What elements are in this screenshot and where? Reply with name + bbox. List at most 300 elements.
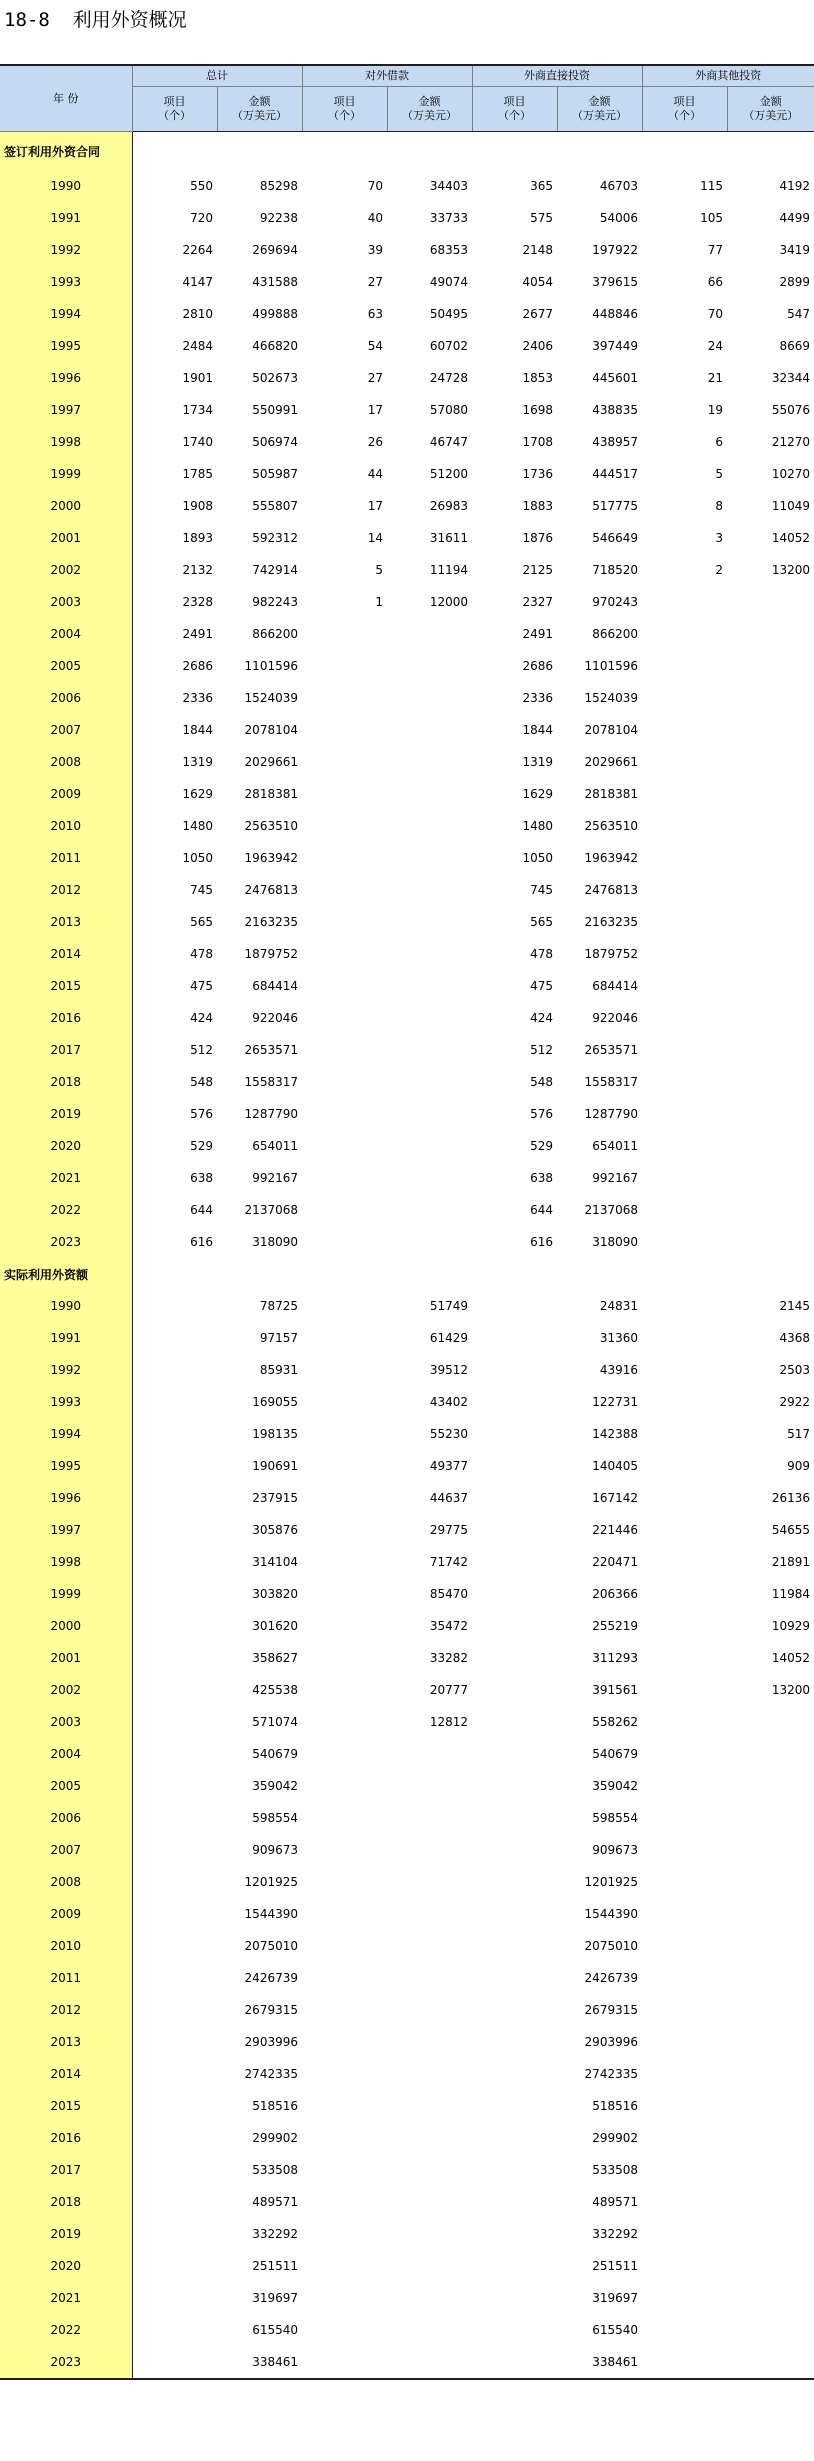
other-amount-cell: 4192 [779, 179, 810, 193]
loans-count-cell [302, 1322, 387, 1354]
loans-count-cell [302, 1930, 387, 1962]
other-count-cell [642, 2058, 727, 2090]
subheader-count: 项目 （个） [642, 87, 727, 132]
table-row [0, 1738, 814, 1770]
loans-count-cell [302, 1290, 387, 1322]
fdi-amount-cell: 206366 [592, 1587, 638, 1601]
table-row [0, 2218, 814, 2250]
year-cell: 2009 [0, 1898, 132, 1930]
loans-amount-cell: 51749 [429, 1299, 468, 1313]
total-amount-cell: 909673 [252, 1843, 298, 1857]
year-cell: 2019 [0, 2218, 132, 2250]
loans-amount-cell: 20777 [429, 1683, 468, 1697]
year-cell: 1993 [0, 266, 132, 298]
loans-amount-cell [387, 1834, 472, 1866]
table-row [0, 458, 814, 490]
other-amount-cell: 14052 [771, 1651, 810, 1665]
loans-count-cell [302, 2058, 387, 2090]
total-amount-cell: 359042 [252, 1779, 298, 1793]
other-count-cell: 70 [707, 307, 723, 321]
table-row [0, 1834, 814, 1866]
loans-count-cell: 27 [367, 371, 383, 385]
loans-amount-cell [387, 1994, 472, 2026]
fdi-amount-cell: 2137068 [584, 1203, 638, 1217]
other-count-cell: 77 [707, 243, 723, 257]
loans-count-cell [302, 1034, 387, 1066]
table-row [0, 426, 814, 458]
other-amount-cell [727, 1930, 814, 1962]
year-cell: 2013 [0, 2026, 132, 2058]
loans-amount-cell [387, 1226, 472, 1258]
loans-amount-cell [387, 1962, 472, 1994]
other-count-cell: 105 [700, 211, 723, 225]
other-amount-cell [727, 618, 814, 650]
loans-amount-cell: 31611 [429, 531, 468, 545]
table-row [0, 746, 814, 778]
fdi-amount-cell: 546649 [592, 531, 638, 545]
other-amount-cell: 13200 [771, 563, 810, 577]
total-count-cell [132, 2218, 217, 2250]
loans-amount-cell: 24728 [429, 371, 468, 385]
loans-count-cell [302, 1450, 387, 1482]
fdi-amount-cell: 438957 [592, 435, 638, 449]
total-amount-cell: 2903996 [244, 2035, 298, 2049]
total-count-cell [132, 1834, 217, 1866]
table-row [0, 394, 814, 426]
loans-count-cell [302, 1162, 387, 1194]
loans-amount-cell: 33282 [429, 1651, 468, 1665]
loans-count-cell: 44 [367, 467, 383, 481]
other-amount-cell [727, 1226, 814, 1258]
fdi-amount-cell: 598554 [592, 1811, 638, 1825]
loans-amount-cell: 29775 [429, 1523, 468, 1537]
loans-count-cell [302, 1834, 387, 1866]
loans-count-cell: 1 [375, 595, 383, 609]
loans-amount-cell: 12000 [429, 595, 468, 609]
fdi-count-cell [472, 1834, 557, 1866]
total-count-cell [132, 1674, 217, 1706]
year-cell: 2003 [0, 1706, 132, 1738]
fdi-amount-cell: 1101596 [584, 659, 638, 673]
loans-amount-cell [387, 1002, 472, 1034]
loans-amount-cell [387, 2282, 472, 2314]
fdi-count-cell [472, 2090, 557, 2122]
total-count-cell: 529 [190, 1139, 213, 1153]
loans-count-cell [302, 1130, 387, 1162]
total-amount-cell: 78725 [259, 1299, 298, 1313]
fdi-amount-cell: 43916 [599, 1363, 638, 1377]
other-count-cell [642, 1770, 727, 1802]
loans-amount-cell: 55230 [429, 1427, 468, 1441]
other-amount-cell [727, 1162, 814, 1194]
fdi-count-cell: 2677 [522, 307, 553, 321]
loans-amount-cell: 51200 [429, 467, 468, 481]
year-cell: 2022 [0, 2314, 132, 2346]
fdi-count-cell [472, 1578, 557, 1610]
table-row [0, 170, 814, 202]
other-amount-cell [727, 2282, 814, 2314]
loans-amount-cell [387, 1162, 472, 1194]
other-amount-cell [727, 2250, 814, 2282]
total-count-cell: 1785 [182, 467, 213, 481]
empty-cell [217, 1258, 302, 1290]
fdi-amount-cell: 2426739 [584, 1971, 638, 1985]
table-row [0, 1802, 814, 1834]
loans-amount-cell: 57080 [429, 403, 468, 417]
total-amount-cell: 314104 [252, 1555, 298, 1569]
loans-count-cell: 27 [367, 275, 383, 289]
other-amount-cell: 14052 [771, 531, 810, 545]
loans-amount-cell [387, 2346, 472, 2379]
empty-cell [557, 1258, 642, 1290]
table-row [0, 842, 814, 874]
year-cell: 1992 [0, 1354, 132, 1386]
year-cell: 1998 [0, 426, 132, 458]
loans-count-cell [302, 874, 387, 906]
total-count-cell [132, 2154, 217, 2186]
year-cell: 2016 [0, 2122, 132, 2154]
loans-count-cell [302, 1354, 387, 1386]
table-row [0, 1002, 814, 1034]
loans-amount-cell: 44637 [429, 1491, 468, 1505]
total-amount-cell: 319697 [252, 2291, 298, 2305]
year-cell: 2000 [0, 490, 132, 522]
total-amount-cell: 251511 [252, 2259, 298, 2273]
loans-amount-cell [387, 938, 472, 970]
total-amount-cell: 92238 [259, 211, 298, 225]
other-amount-cell [727, 1194, 814, 1226]
total-amount-cell: 332292 [252, 2227, 298, 2241]
total-amount-cell: 598554 [252, 1811, 298, 1825]
fdi-count-cell: 1708 [522, 435, 553, 449]
total-count-cell [132, 1770, 217, 1802]
table-row [0, 810, 814, 842]
loans-amount-cell: 49074 [429, 275, 468, 289]
other-amount-cell [727, 650, 814, 682]
other-count-cell [642, 938, 727, 970]
total-amount-cell: 592312 [252, 531, 298, 545]
loans-amount-cell [387, 2058, 472, 2090]
fdi-count-cell [472, 2346, 557, 2379]
other-count-cell [642, 2122, 727, 2154]
fdi-count-cell: 475 [530, 979, 553, 993]
fdi-count-cell: 512 [530, 1043, 553, 1057]
fdi-count-cell: 424 [530, 1011, 553, 1025]
total-amount-cell: 299902 [252, 2131, 298, 2145]
year-cell: 1990 [0, 170, 132, 202]
year-cell: 2008 [0, 1866, 132, 1898]
fdi-amount-cell: 2563510 [584, 819, 638, 833]
year-cell: 1993 [0, 1386, 132, 1418]
total-count-cell: 1908 [182, 499, 213, 513]
table-row [0, 2058, 814, 2090]
table-row [0, 1898, 814, 1930]
other-amount-cell [727, 1738, 814, 1770]
fdi-amount-cell: 319697 [592, 2291, 638, 2305]
total-amount-cell: 466820 [252, 339, 298, 353]
other-count-cell: 66 [707, 275, 723, 289]
table-row [0, 2090, 814, 2122]
year-cell: 1995 [0, 1450, 132, 1482]
year-cell: 2001 [0, 522, 132, 554]
fdi-amount-cell: 517775 [592, 499, 638, 513]
fdi-count-cell [472, 1450, 557, 1482]
table-row [0, 1610, 814, 1642]
fdi-amount-cell: 221446 [592, 1523, 638, 1537]
fdi-amount-cell: 489571 [592, 2195, 638, 2209]
loans-count-cell: 14 [367, 531, 383, 545]
total-amount-cell: 425538 [252, 1683, 298, 1697]
total-count-cell: 1319 [182, 755, 213, 769]
total-count-cell [132, 2346, 217, 2379]
table-row [0, 1386, 814, 1418]
other-count-cell [642, 1066, 727, 1098]
table-row [0, 298, 814, 330]
total-amount-cell: 2679315 [244, 2003, 298, 2017]
total-count-cell: 478 [190, 947, 213, 961]
loans-count-cell: 39 [367, 243, 383, 257]
total-count-cell [132, 2250, 217, 2282]
total-count-cell [132, 2122, 217, 2154]
year-cell: 2014 [0, 2058, 132, 2090]
loans-count-cell [302, 1002, 387, 1034]
loans-amount-cell [387, 2186, 472, 2218]
fdi-count-cell: 2148 [522, 243, 553, 257]
subheader-count: 项目 （个） [472, 87, 557, 132]
total-count-cell: 1740 [182, 435, 213, 449]
other-count-cell [642, 682, 727, 714]
year-cell: 2021 [0, 1162, 132, 1194]
year-cell: 2011 [0, 842, 132, 874]
total-amount-cell: 301620 [252, 1619, 298, 1633]
loans-amount-cell [387, 1930, 472, 1962]
year-cell: 2006 [0, 1802, 132, 1834]
total-amount-cell: 2137068 [244, 1203, 298, 1217]
group-header-foreign-loans: 对外借款 [302, 65, 472, 87]
group-header-fdi: 外商直接投资 [472, 65, 642, 87]
other-amount-cell [727, 970, 814, 1002]
other-count-cell [642, 1866, 727, 1898]
table-row [0, 1514, 814, 1546]
other-count-cell [642, 1610, 727, 1642]
other-amount-cell: 55076 [771, 403, 810, 417]
loans-count-cell [302, 1066, 387, 1098]
table-row [0, 1034, 814, 1066]
other-amount-cell [727, 2314, 814, 2346]
other-amount-cell [727, 938, 814, 970]
total-amount-cell: 1524039 [244, 691, 298, 705]
total-amount-cell: 2742335 [244, 2067, 298, 2081]
loans-count-cell [302, 1482, 387, 1514]
loans-amount-cell [387, 746, 472, 778]
loans-count-cell: 17 [367, 499, 383, 513]
total-count-cell [132, 1642, 217, 1674]
total-amount-cell: 654011 [252, 1139, 298, 1153]
fdi-count-cell: 565 [530, 915, 553, 929]
year-cell: 2001 [0, 1642, 132, 1674]
table-row [0, 522, 814, 554]
other-count-cell [642, 2026, 727, 2058]
other-count-cell [642, 586, 727, 618]
loans-count-cell: 5 [375, 563, 383, 577]
loans-count-cell [302, 1514, 387, 1546]
table-row [0, 1130, 814, 1162]
other-count-cell [642, 1898, 727, 1930]
loans-count-cell [302, 2282, 387, 2314]
total-count-cell [132, 1994, 217, 2026]
total-amount-cell: 2075010 [244, 1939, 298, 1953]
loans-amount-cell [387, 874, 472, 906]
other-count-cell [642, 2218, 727, 2250]
total-amount-cell: 2163235 [244, 915, 298, 929]
loans-count-cell [302, 906, 387, 938]
fdi-amount-cell: 197922 [592, 243, 638, 257]
table-row [0, 874, 814, 906]
other-count-cell [642, 1802, 727, 1834]
other-amount-cell [727, 2186, 814, 2218]
data-table [0, 64, 814, 2380]
total-count-cell: 644 [190, 1203, 213, 1217]
total-count-cell: 2132 [182, 563, 213, 577]
total-count-cell [132, 1578, 217, 1610]
total-amount-cell: 540679 [252, 1747, 298, 1761]
other-amount-cell [727, 2346, 814, 2379]
loans-count-cell [302, 1418, 387, 1450]
other-amount-cell: 21270 [771, 435, 810, 449]
fdi-amount-cell: 379615 [592, 275, 638, 289]
year-cell: 1999 [0, 1578, 132, 1610]
table-row [0, 1162, 814, 1194]
table-row [0, 1226, 814, 1258]
table-row [0, 778, 814, 810]
year-cell: 1996 [0, 1482, 132, 1514]
loans-amount-cell [387, 1802, 472, 1834]
fdi-amount-cell: 2029661 [584, 755, 638, 769]
loans-amount-cell [387, 778, 472, 810]
total-count-cell: 475 [190, 979, 213, 993]
year-header: 年 份 [0, 65, 132, 132]
total-amount-cell: 684414 [252, 979, 298, 993]
other-count-cell [642, 1354, 727, 1386]
fdi-count-cell [472, 1514, 557, 1546]
total-count-cell: 638 [190, 1171, 213, 1185]
fdi-amount-cell: 122731 [592, 1395, 638, 1409]
total-count-cell: 745 [190, 883, 213, 897]
table-row [0, 1674, 814, 1706]
table-header [0, 65, 814, 132]
fdi-amount-cell: 448846 [592, 307, 638, 321]
year-cell: 1990 [0, 1290, 132, 1322]
year-cell: 2010 [0, 1930, 132, 1962]
loans-amount-cell [387, 2154, 472, 2186]
total-amount-cell: 992167 [252, 1171, 298, 1185]
total-count-cell: 1893 [182, 531, 213, 545]
year-cell: 2020 [0, 1130, 132, 1162]
year-cell: 2014 [0, 938, 132, 970]
total-count-cell [132, 1450, 217, 1482]
other-count-cell [642, 1578, 727, 1610]
loans-count-cell [302, 1706, 387, 1738]
loans-count-cell [302, 2090, 387, 2122]
year-cell: 2005 [0, 650, 132, 682]
total-count-cell [132, 1866, 217, 1898]
fdi-amount-cell: 654011 [592, 1139, 638, 1153]
total-count-cell [132, 1706, 217, 1738]
loans-amount-cell [387, 970, 472, 1002]
table-row [0, 618, 814, 650]
fdi-count-cell [472, 2218, 557, 2250]
other-count-cell [642, 650, 727, 682]
total-count-cell: 565 [190, 915, 213, 929]
fdi-amount-cell: 518516 [592, 2099, 638, 2113]
other-amount-cell: 10270 [771, 467, 810, 481]
other-count-cell: 6 [715, 435, 723, 449]
total-count-cell: 1901 [182, 371, 213, 385]
fdi-count-cell [472, 1866, 557, 1898]
loans-count-cell [302, 1386, 387, 1418]
fdi-count-cell: 548 [530, 1075, 553, 1089]
year-cell: 1994 [0, 298, 132, 330]
fdi-amount-cell: 922046 [592, 1011, 638, 1025]
table-row [0, 1418, 814, 1450]
subheader-amount: 金额 （万美元） [387, 87, 472, 132]
fdi-count-cell [472, 1930, 557, 1962]
empty-cell [132, 132, 217, 171]
empty-cell [557, 132, 642, 171]
total-amount-cell: 1963942 [244, 851, 298, 865]
fdi-count-cell [472, 1674, 557, 1706]
fdi-count-cell: 745 [530, 883, 553, 897]
other-count-cell [642, 1706, 727, 1738]
total-count-cell: 576 [190, 1107, 213, 1121]
empty-cell [217, 132, 302, 171]
loans-amount-cell [387, 2314, 472, 2346]
fdi-count-cell: 1736 [522, 467, 553, 481]
total-count-cell [132, 2058, 217, 2090]
loans-count-cell [302, 1898, 387, 1930]
other-amount-cell [727, 2026, 814, 2058]
loans-count-cell [302, 618, 387, 650]
year-cell: 2004 [0, 1738, 132, 1770]
fdi-count-cell [472, 1642, 557, 1674]
total-count-cell [132, 2282, 217, 2314]
total-count-cell [132, 1290, 217, 1322]
other-amount-cell: 2145 [779, 1299, 810, 1313]
fdi-count-cell: 1876 [522, 531, 553, 545]
fdi-count-cell [472, 1994, 557, 2026]
fdi-amount-cell: 311293 [592, 1651, 638, 1665]
other-amount-cell: 2503 [779, 1363, 810, 1377]
table-row [0, 1642, 814, 1674]
fdi-count-cell: 616 [530, 1235, 553, 1249]
table-row [0, 330, 814, 362]
total-amount-cell: 97157 [259, 1331, 298, 1345]
year-cell: 1992 [0, 234, 132, 266]
fdi-amount-cell: 909673 [592, 1843, 638, 1857]
other-amount-cell: 547 [787, 307, 810, 321]
loans-count-cell [302, 714, 387, 746]
year-cell: 1997 [0, 394, 132, 426]
other-count-cell [642, 1834, 727, 1866]
loans-amount-cell: 85470 [429, 1587, 468, 1601]
other-count-cell [642, 2314, 727, 2346]
loans-count-cell [302, 810, 387, 842]
total-amount-cell: 85298 [259, 179, 298, 193]
section-header-row [0, 132, 814, 171]
fdi-amount-cell: 445601 [592, 371, 638, 385]
fdi-amount-cell: 54006 [599, 211, 638, 225]
fdi-count-cell: 2336 [522, 691, 553, 705]
